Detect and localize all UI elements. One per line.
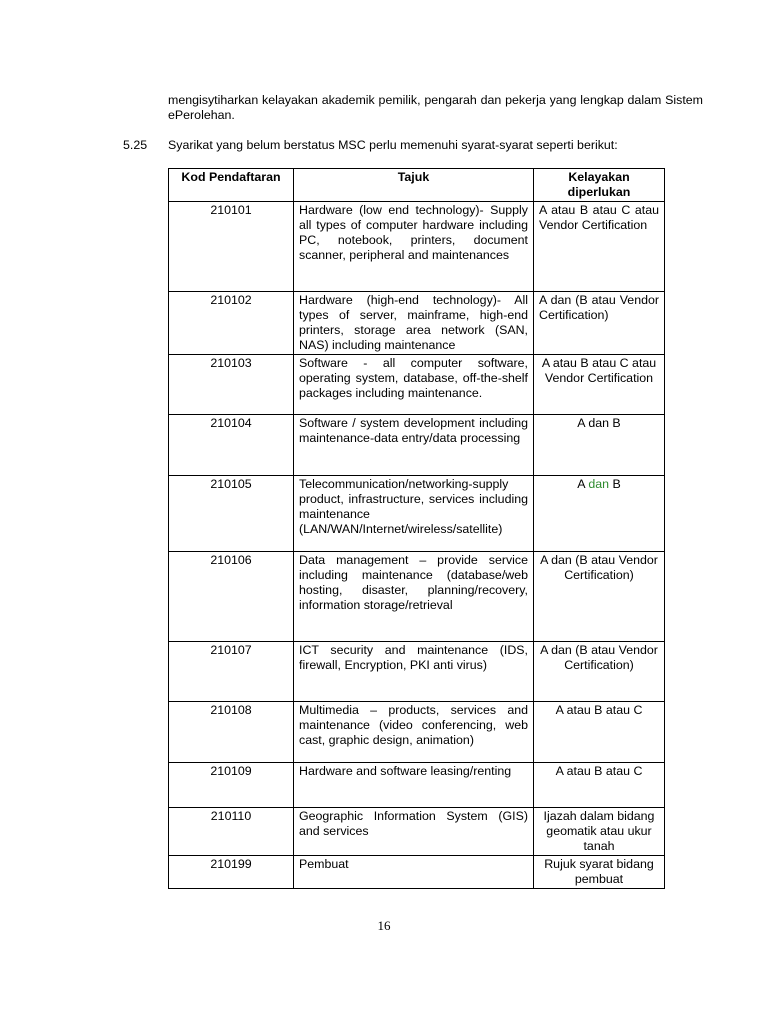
- table-row: [169, 642, 665, 702]
- intro-paragraph: mengisytiharkan kelayakan akademik pemilik, pengarah dan pekerja yang lengkap dalam Sistem ePerolehan.: [168, 93, 703, 122]
- kelayakan-cell: A atau B atau C: [534, 763, 665, 808]
- kelayakan-a: A: [577, 477, 585, 491]
- kelayakan-cell: [534, 476, 665, 552]
- kod-cell: 210101: [169, 202, 294, 292]
- kelayakan-cell: A dan B: [534, 415, 665, 476]
- kelayakan-cell: A dan (B atau Vendor Certification): [534, 292, 665, 355]
- table-row: [169, 856, 665, 889]
- table-row: [169, 808, 665, 856]
- kelayakan-cell: A atau B atau C atau Vendor Certification: [534, 202, 665, 292]
- table-row: [169, 552, 665, 642]
- tajuk-cell: Software - all computer software, operating system, database, off-the-shelf packages including maintenance.: [294, 355, 534, 415]
- registration-table: [168, 168, 665, 889]
- table-row: [169, 415, 665, 476]
- header-tajuk: Tajuk: [294, 169, 534, 202]
- kelayakan-b: B: [612, 477, 621, 491]
- table-row: [169, 292, 665, 355]
- tajuk-cell: Hardware and software leasing/renting: [294, 763, 534, 808]
- tajuk-cell: Pembuat: [294, 856, 534, 889]
- kelayakan-dan: dan: [588, 477, 609, 491]
- table-row: [169, 763, 665, 808]
- header-kod: Kod Pendaftaran: [169, 169, 294, 202]
- kelayakan-cell: A atau B atau C atau Vendor Certification: [534, 355, 665, 415]
- tajuk-cell: Hardware (low end technology)- Supply all types of computer hardware including PC, notebook, printers, document scanner, peripheral and maintenances: [294, 202, 534, 292]
- kod-cell: 210103: [169, 355, 294, 415]
- kod-cell: 210104: [169, 415, 294, 476]
- tajuk-cell: Data management – provide service including maintenance (database/web hosting, disaster, planning/recovery, information storage/retrieval: [294, 552, 534, 642]
- kelayakan-cell: A dan (B atau Vendor Certification): [534, 642, 665, 702]
- tajuk-cell: Geographic Information System (GIS) and services: [294, 808, 534, 856]
- table-header-row: [169, 169, 665, 202]
- kod-cell: 210199: [169, 856, 294, 889]
- header-kelayakan: Kelayakan diperlukan: [534, 169, 665, 202]
- kod-cell: 210105: [169, 476, 294, 552]
- page-number: 16: [377, 918, 391, 933]
- kod-cell: 210108: [169, 702, 294, 763]
- table-row: [169, 476, 665, 552]
- tajuk-cell: Telecommunication/networking-supply product, infrastructure, services including maintenance (LAN/WAN/Internet/wireless/satellite): [294, 476, 534, 552]
- clause-number: 5.25: [123, 138, 148, 152]
- kelayakan-cell: Ijazah dalam bidang geomatik atau ukur tanah: [534, 808, 665, 856]
- kelayakan-cell: A atau B atau C: [534, 702, 665, 763]
- kod-cell: 210106: [169, 552, 294, 642]
- clause-text: Syarikat yang belum berstatus MSC perlu memenuhi syarat-syarat seperti berikut:: [168, 138, 618, 152]
- tajuk-cell: ICT security and maintenance (IDS, firewall, Encryption, PKI anti virus): [294, 642, 534, 702]
- tajuk-cell: Multimedia – products, services and maintenance (video conferencing, web cast, graphic design, animation): [294, 702, 534, 763]
- kod-cell: 210109: [169, 763, 294, 808]
- table-row: [169, 355, 665, 415]
- kelayakan-cell: Rujuk syarat bidang pembuat: [534, 856, 665, 889]
- kod-cell: 210102: [169, 292, 294, 355]
- tajuk-cell: Software / system development including maintenance-data entry/data processing: [294, 415, 534, 476]
- kod-cell: 210107: [169, 642, 294, 702]
- table-row: [169, 702, 665, 763]
- kod-cell: 210110: [169, 808, 294, 856]
- tajuk-cell: Hardware (high-end technology)- All types of server, mainframe, high-end printers, storage area network (SAN, NAS) including maintenance: [294, 292, 534, 355]
- kelayakan-cell: A dan (B atau Vendor Certification): [534, 552, 665, 642]
- table-row: [169, 202, 665, 292]
